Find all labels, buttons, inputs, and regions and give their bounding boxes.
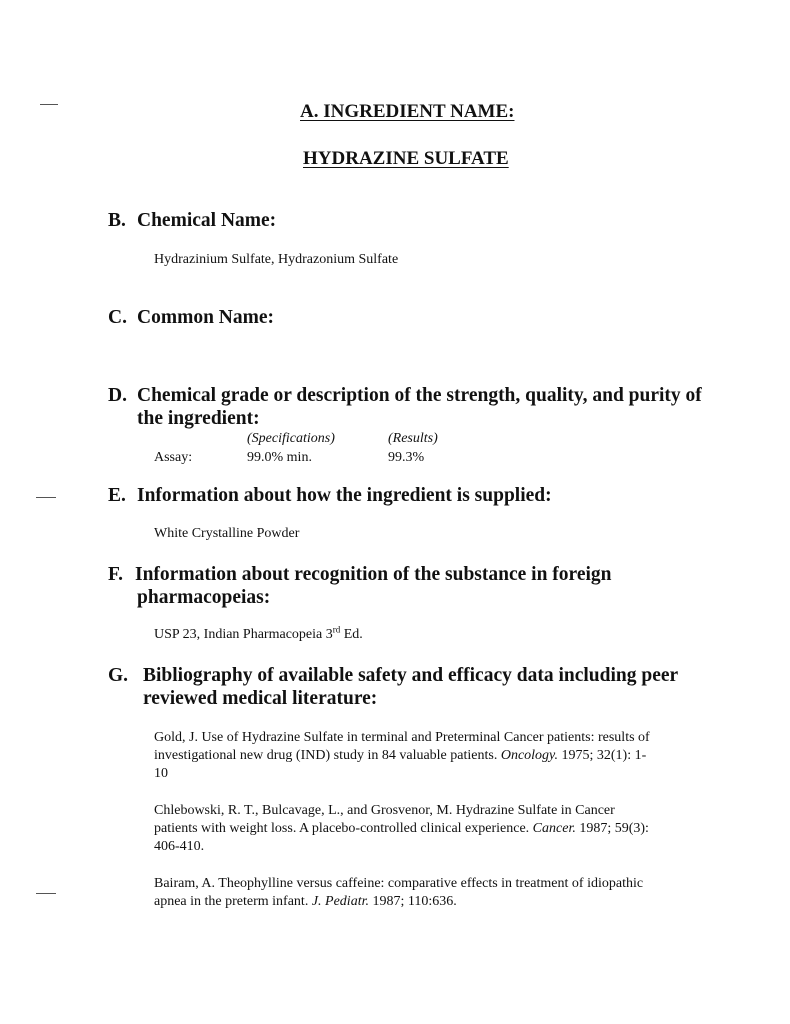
reference-3-line1: Bairam, A. Theophylline versus caffeine: comparative effects in treatment of idiopathic [154,876,644,891]
grade-heading-line2: the ingredient: [137,408,260,429]
bibliography-heading-line1: Bibliography of available safety and efficacy data including peer [143,665,679,686]
assay-label: Assay: [154,450,193,465]
scan-mark [36,893,56,894]
section-letter-c: C. [108,307,127,328]
assay-spec-value: 99.0% min. [247,450,312,465]
reference-1-line2: investigational new drug (IND) study in 84 valuable patients. Oncology. 1975; 32(1): 1- [154,748,647,763]
spec-column-header: (Specifications) [247,431,335,446]
ingredient-label: A. INGREDIENT NAME: [300,101,515,122]
foreign-heading-line2: pharmacopeias: [137,587,271,608]
supply-text: White Crystalline Powder [154,526,300,541]
reference-2-line3: 406-410. [154,839,205,854]
section-letter-b: B. [108,210,126,231]
reference-1-line3: 10 [154,766,168,781]
section-letter-f: F. [108,564,123,585]
assay-result-value: 99.3% [388,450,425,465]
grade-heading-line1: Chemical grade or description of the strength, quality, and purity of [137,385,702,406]
foreign-text: USP 23, Indian Pharmacopeia 3rd Ed. [154,624,363,642]
foreign-heading-line1: Information about recognition of the substance in foreign [135,564,612,585]
results-column-header: (Results) [388,431,438,446]
reference-3-line2: apnea in the preterm infant. J. Pediatr. 1987; 110:636. [154,894,457,909]
reference-1-line1: Gold, J. Use of Hydrazine Sulfate in terminal and Preterminal Cancer patients: results of [154,730,650,745]
scan-mark [36,497,56,498]
section-letter-g: G. [108,665,129,686]
section-letter-e: E. [108,485,126,506]
scan-mark [40,104,58,105]
supply-heading: Information about how the ingredient is supplied: [137,485,552,506]
ingredient-name: HYDRAZINE SULFATE [303,148,509,169]
section-letter-d: D. [108,385,127,406]
common-name-heading: Common Name: [137,307,275,328]
chemical-name-heading: Chemical Name: [137,210,277,231]
chemical-name-text: Hydrazinium Sulfate, Hydrazonium Sulfate [154,252,399,267]
bibliography-heading-line2: reviewed medical literature: [143,688,378,709]
reference-2-line2: patients with weight loss. A placebo-controlled clinical experience. Cancer. 1987; 59(3): [154,821,649,836]
reference-2-line1: Chlebowski, R. T., Bulcavage, L., and Grosvenor, M. Hydrazine Sulfate in Cancer [154,803,615,818]
